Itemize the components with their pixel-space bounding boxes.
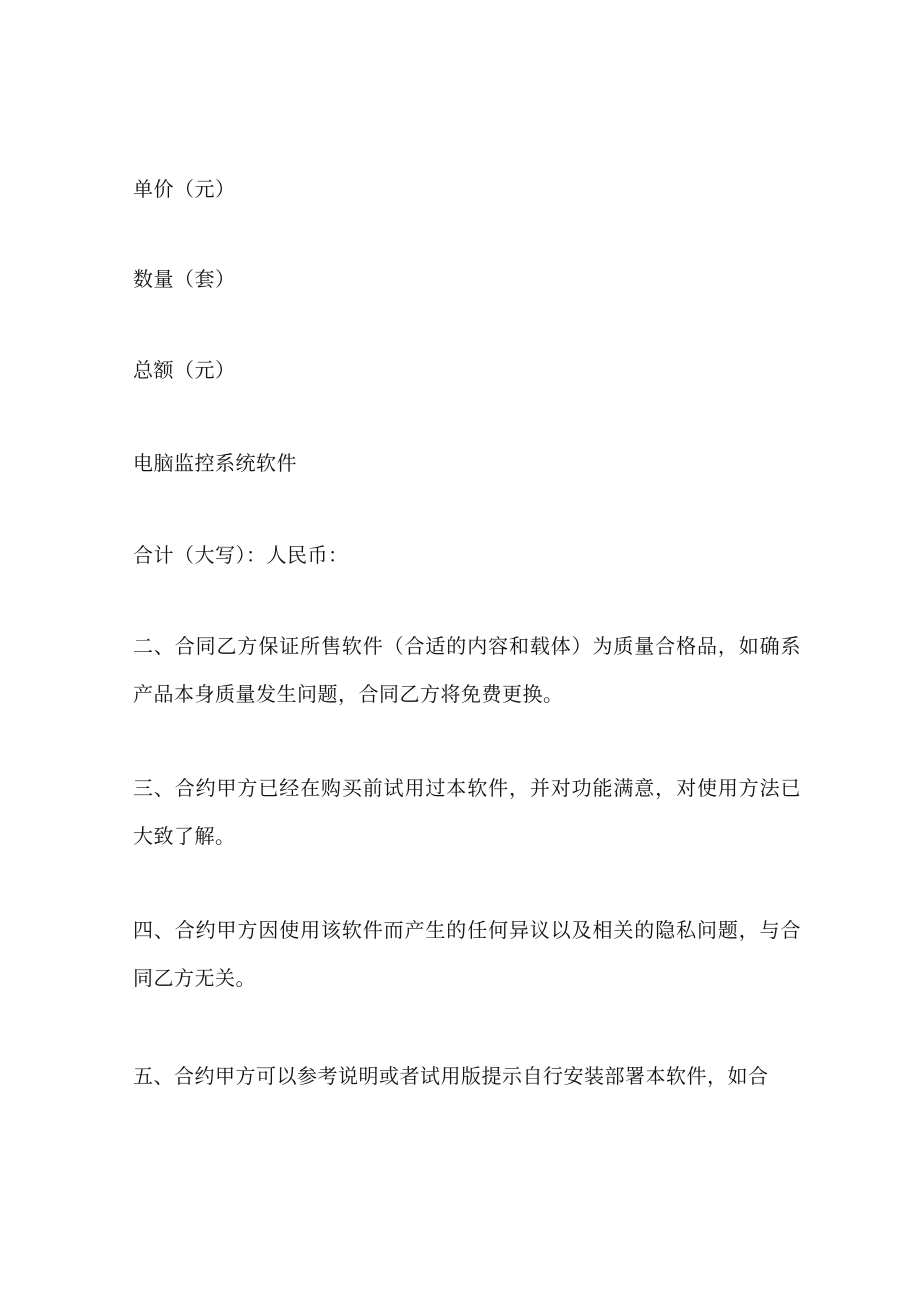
clause-2: 二、合同乙方保证所售软件（合适的内容和载体）为质量合格品，如确系产品本身质量发生问题，合同乙方将免费更换。	[133, 634, 801, 706]
clause-3: 三、合约甲方已经在购买前试用过本软件，并对功能满意，对使用方法已大致了解。	[133, 776, 801, 848]
unit-price-label: 单价（元）	[133, 177, 236, 201]
total-in-words-label: 合计（大写）：人民币：	[133, 543, 349, 567]
clause-4: 四、合约甲方因使用该软件而产生的任何异议以及相关的隐私问题，与合同乙方无关。	[133, 918, 801, 990]
quantity-label: 数量（套）	[133, 267, 236, 291]
product-name: 电脑监控系统软件	[133, 451, 297, 475]
total-amount-label: 总额（元）	[133, 358, 236, 382]
clause-5: 五、合约甲方可以参考说明或者试用版提示自行安装部署本软件，如合	[133, 1064, 769, 1088]
